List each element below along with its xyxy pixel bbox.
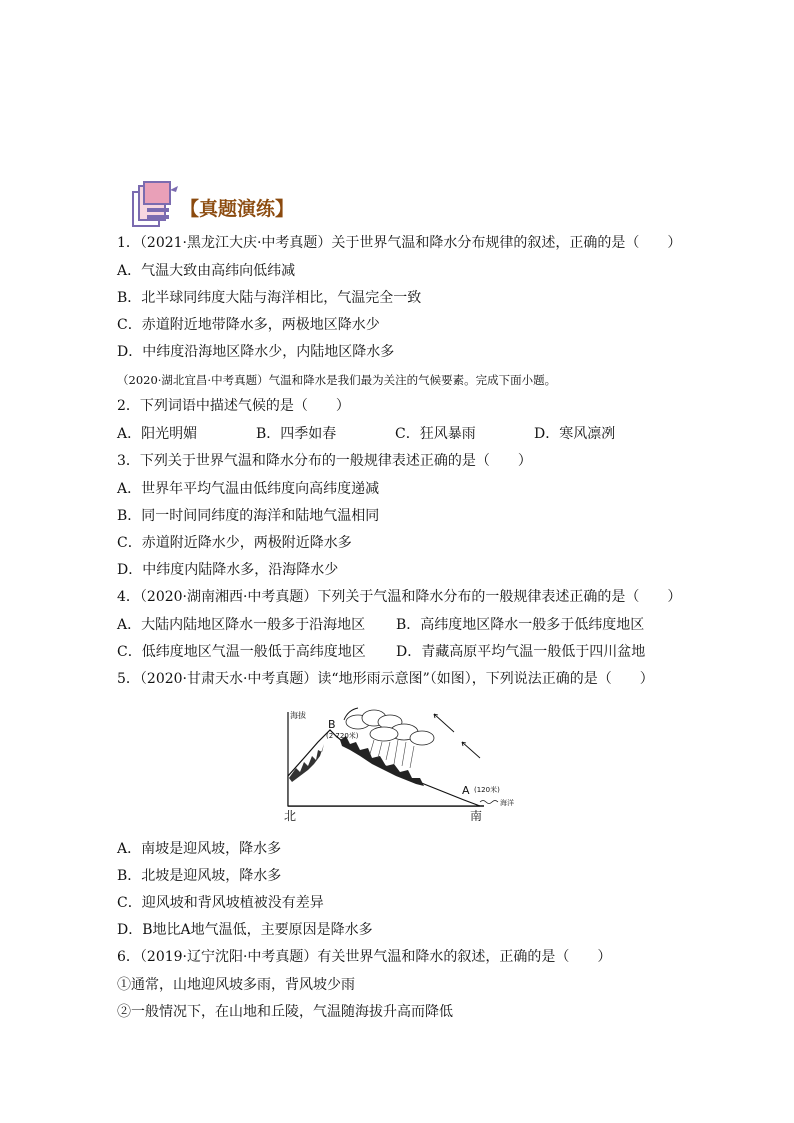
q5-option-a: A．南坡是迎风坡，降水多	[117, 841, 282, 857]
q5-stem: 5．（2020·甘肃天水·中考真题）读“地形雨示意图”（如图），下列说法正确的是（ ）	[117, 671, 654, 687]
point-a-label: A	[462, 784, 470, 797]
q4-option-a: A．大陆内陆地区降水一般多于沿海地区	[117, 617, 366, 633]
north-label: 北	[284, 809, 297, 823]
q3-option-b: B．同一时间同纬度的海洋和陆地气温相同	[117, 508, 380, 524]
q1-stem: 1．（2021·黑龙江大庆·中考真题）关于世界气温和降水分布规律的叙述，正确的是（ ）	[117, 235, 682, 251]
peak-label: B	[328, 718, 336, 731]
south-label: 南	[470, 809, 483, 823]
point-a-altitude: (120米)	[474, 786, 500, 794]
q3-stem: 3．下列关于世界气温和降水分布的一般规律表述正确的是（ ）	[117, 453, 532, 469]
q5-option-d: D．B地比A地气温低，主要原因是降水多	[117, 922, 373, 938]
section-title: 【真题演练】	[180, 198, 295, 220]
q4-option-d: D．青藏高原平均气温一般低于四川盆地	[396, 644, 646, 660]
section-heading	[130, 180, 330, 230]
q1-option-b: B．北半球同纬度大陆与海洋相比，气温完全一致	[117, 290, 422, 306]
peak-altitude: (2 720米)	[326, 732, 359, 740]
q4-option-c: C．低纬度地区气温一般低于高纬度地区	[117, 644, 366, 660]
q5-option-b: B．北坡是迎风坡，降水多	[117, 868, 282, 884]
q2-stem: 2．下列词语中描述气候的是（ ）	[117, 398, 350, 414]
sea-waves	[480, 801, 498, 804]
q2-option-b: B．四季如春	[256, 426, 337, 442]
document-stack-icon	[130, 180, 180, 230]
q2-option-c: C．狂风暴雨	[395, 426, 476, 442]
q4-option-b: B．高纬度地区降水一般多于低纬度地区	[396, 617, 645, 633]
q2-options	[117, 425, 615, 443]
q4-options-row2	[117, 643, 645, 661]
q6-stem: 6．（2019·辽宁沈阳·中考真题）有关世界气温和降水的叙述，正确的是（ ）	[117, 949, 612, 965]
q4-options-row1	[117, 616, 644, 634]
q1-option-c: C．赤道附近地带降水多，两极地区降水少	[117, 317, 380, 333]
y-axis-label: 海拔	[290, 711, 306, 720]
q3-option-c: C．赤道附近降水少，两极附近降水多	[117, 535, 352, 551]
q3-option-d: D．中纬度内陆降水多，沿海降水少	[117, 562, 339, 578]
q1-option-d: D．中纬度沿海地区降水少，内陆地区降水多	[117, 344, 395, 360]
q4-stem: 4．（2020·湖南湘西·中考真题）下列关于气温和降水分布的一般规律表述正确的是（ ）	[117, 589, 682, 605]
q3-option-a: A．世界年平均气温由低纬度向高纬度递减	[117, 481, 380, 497]
q6-statement-1: ①通常，山地迎风坡多雨，背风坡少雨	[117, 977, 355, 993]
orographic-rain-diagram	[284, 706, 528, 824]
rain-clouds	[346, 710, 434, 745]
q2-option-d: D．寒风凛冽	[534, 426, 616, 442]
q2-option-a: A．阳光明媚	[117, 426, 198, 442]
q5-option-c: C．迎风坡和背风坡植被没有差异	[117, 895, 324, 911]
sea-label: 海洋	[500, 799, 514, 807]
material-intro: （2020·湖北宜昌·中考真题）气温和降水是我们最为关注的气候要素。完成下面小题。	[117, 373, 557, 387]
q6-statement-2: ②一般情况下，在山地和丘陵，气温随海拔升高而降低	[117, 1004, 453, 1020]
q1-option-a: A．气温大致由高纬向低纬减	[117, 263, 296, 279]
